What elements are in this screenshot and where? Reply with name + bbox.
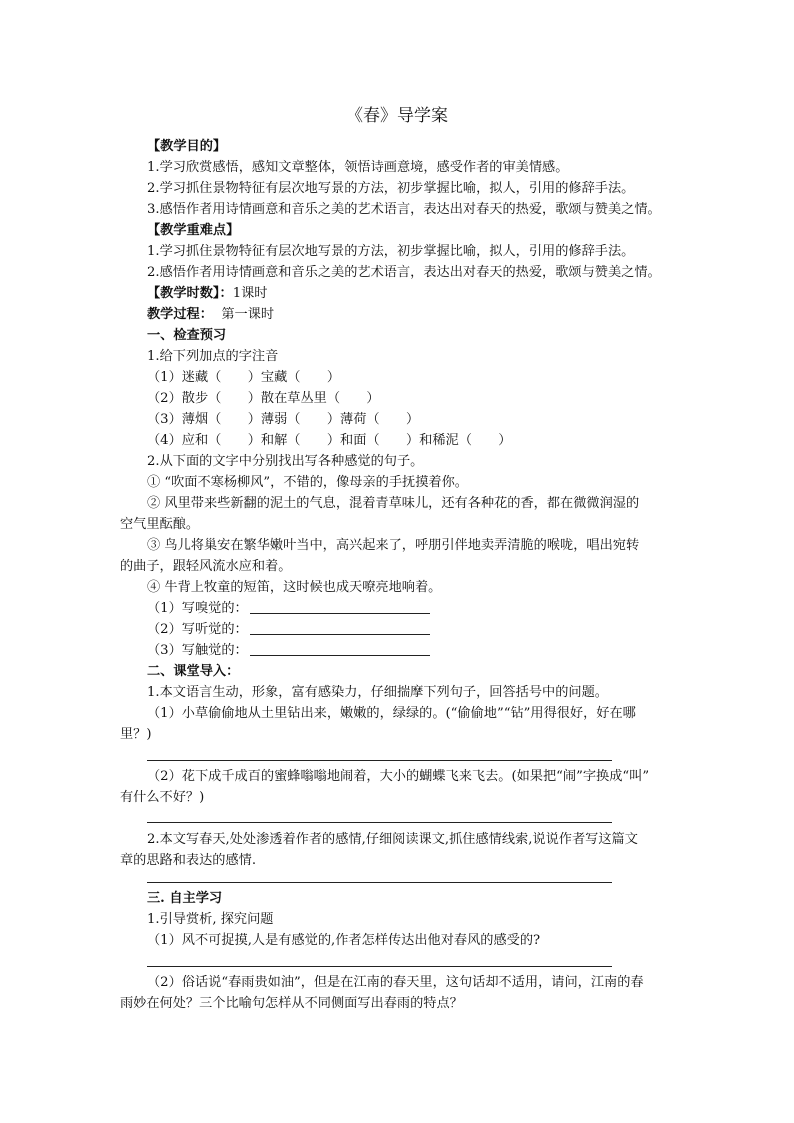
section2-q1b-line-2: 有什么不好？) — [120, 790, 205, 805]
sentence-4: ④ 牛背上牧童的短笛，这时候也成天嘹亮地响着。 — [147, 580, 442, 595]
section3-q1b-line-1: （2）俗话说“春雨贵如油”，但是在江南的春天里，这句话却不适用，请问，江南的春 — [147, 975, 644, 990]
answer-line-4[interactable] — [147, 966, 612, 967]
fill-touch-blank[interactable] — [250, 641, 430, 656]
pinyin-row-2: （2）散步（ ）散在草丛里（ ） — [147, 391, 380, 406]
objectives-heading: 【教学目的】 — [147, 139, 227, 154]
pinyin-row-1: （1）迷藏（ ）宝藏（ ） — [147, 370, 341, 385]
fill-hearing-blank[interactable] — [250, 620, 430, 635]
sentence-3-line-1: ③ 鸟儿将巢安在繁华嫩叶当中，高兴起来了，呼朋引伴地卖弄清脆的喉咙，唱出宛转 — [147, 538, 640, 553]
section1-heading: 一、检查预习 — [147, 328, 227, 343]
key-point-item-1: 1.学习抓住景物特征有层次地写景的方法，初步掌握比喻，拟人，引用的修辞手法。 — [147, 244, 635, 259]
key-points-heading: 【教学重难点】 — [147, 223, 240, 238]
fill-smell-blank[interactable] — [250, 599, 430, 614]
objective-item-3: 3.感悟作者用诗情画意和音乐之美的艺术语言，表达出对春天的热爱，歌颂与赞美之情。 — [147, 202, 661, 217]
section2-q2-line-2: 章的思路和表达的感情. — [120, 853, 257, 868]
fill-hearing — [147, 620, 430, 640]
answer-line-3[interactable] — [147, 882, 612, 883]
objective-item-1: 1.学习欣赏感悟，感知文章整体，领悟诗画意境，感受作者的审美情感。 — [147, 160, 569, 175]
hours-label: 【教学时数】： — [147, 286, 233, 301]
pinyin-row-4: （4）应和（ ）和解（ ）和面（ ）和稀泥（ ） — [147, 433, 512, 448]
section1-q2: 2.从下面的文字中分别找出写各种感觉的句子。 — [147, 454, 424, 469]
process-line — [147, 305, 274, 325]
section2-q1a-line-2: 里？) — [120, 727, 152, 742]
sentence-3-line-2: 的曲子，跟轻风流水应和着。 — [120, 559, 292, 574]
page-title: 《春》导学案 — [346, 106, 448, 126]
section2-q2-line-1: 2.本文写春天,处处渗透着作者的感情,仔细阅读课文,抓住感情线索,说说作者写这篇文 — [147, 832, 638, 847]
answer-line-2[interactable] — [147, 822, 612, 823]
fill-smell-label: （1）写嗅觉的： — [147, 601, 248, 616]
section3-heading: 三. 自主学习 — [147, 891, 223, 906]
key-point-item-2: 2.感悟作者用诗情画意和音乐之美的艺术语言，表达出对春天的热爱，歌颂与赞美之情。 — [147, 265, 661, 280]
fill-touch — [147, 641, 430, 661]
process-label: 教学过程： — [147, 307, 213, 322]
section2-q1: 1.本文语言生动，形象，富有感染力，仔细揣摩下列句子，回答括号中的问题。 — [147, 685, 608, 700]
answer-line-1[interactable] — [147, 760, 612, 761]
fill-smell — [147, 599, 430, 619]
section3-q1b-line-2: 雨妙在何处？三个比喻句怎样从不同侧面写出春雨的特点？ — [120, 996, 463, 1011]
section2-heading: 二、课堂导入： — [147, 664, 240, 679]
section3-q1: 1.引导赏析, 探究问题 — [147, 912, 274, 927]
sentence-1: ① “吹面不寒杨柳风”，不错的，像母亲的手抚摸着你。 — [147, 475, 468, 490]
section2-q1b-line-1: （2）花下成千成百的蜜蜂嗡嗡地闹着，大小的蝴蝶飞来飞去。(如果把“闹”字换成“叫” — [147, 769, 650, 784]
hours-value: 1课时 — [232, 286, 268, 301]
process-value: 第一课时 — [221, 307, 275, 322]
section2-q1a-line-1: （1）小草偷偷地从土里钻出来，嫩嫩的，绿绿的。(“偷偷地”“钻”用得很好，好在哪 — [147, 706, 636, 721]
fill-touch-label: （3）写触觉的： — [147, 643, 248, 658]
objective-item-2: 2.学习抓住景物特征有层次地写景的方法，初步掌握比喻，拟人，引用的修辞手法。 — [147, 181, 635, 196]
sentence-2-line-1: ② 风里带来些新翻的泥土的气息，混着青草味儿，还有各种花的香，都在微微润湿的 — [147, 496, 640, 511]
hours-line — [147, 284, 267, 304]
section3-q1a: （1）风不可捉摸,人是有感觉的,作者怎样传达出他对春风的感受的? — [147, 933, 541, 948]
pinyin-row-3: （3）薄烟（ ）薄弱（ ）薄荷（ ） — [147, 412, 420, 427]
fill-hearing-label: （2）写听觉的： — [147, 622, 248, 637]
sentence-2-line-2: 空气里酝酿。 — [120, 517, 200, 532]
section1-q1: 1.给下列加点的字注音 — [147, 349, 279, 364]
